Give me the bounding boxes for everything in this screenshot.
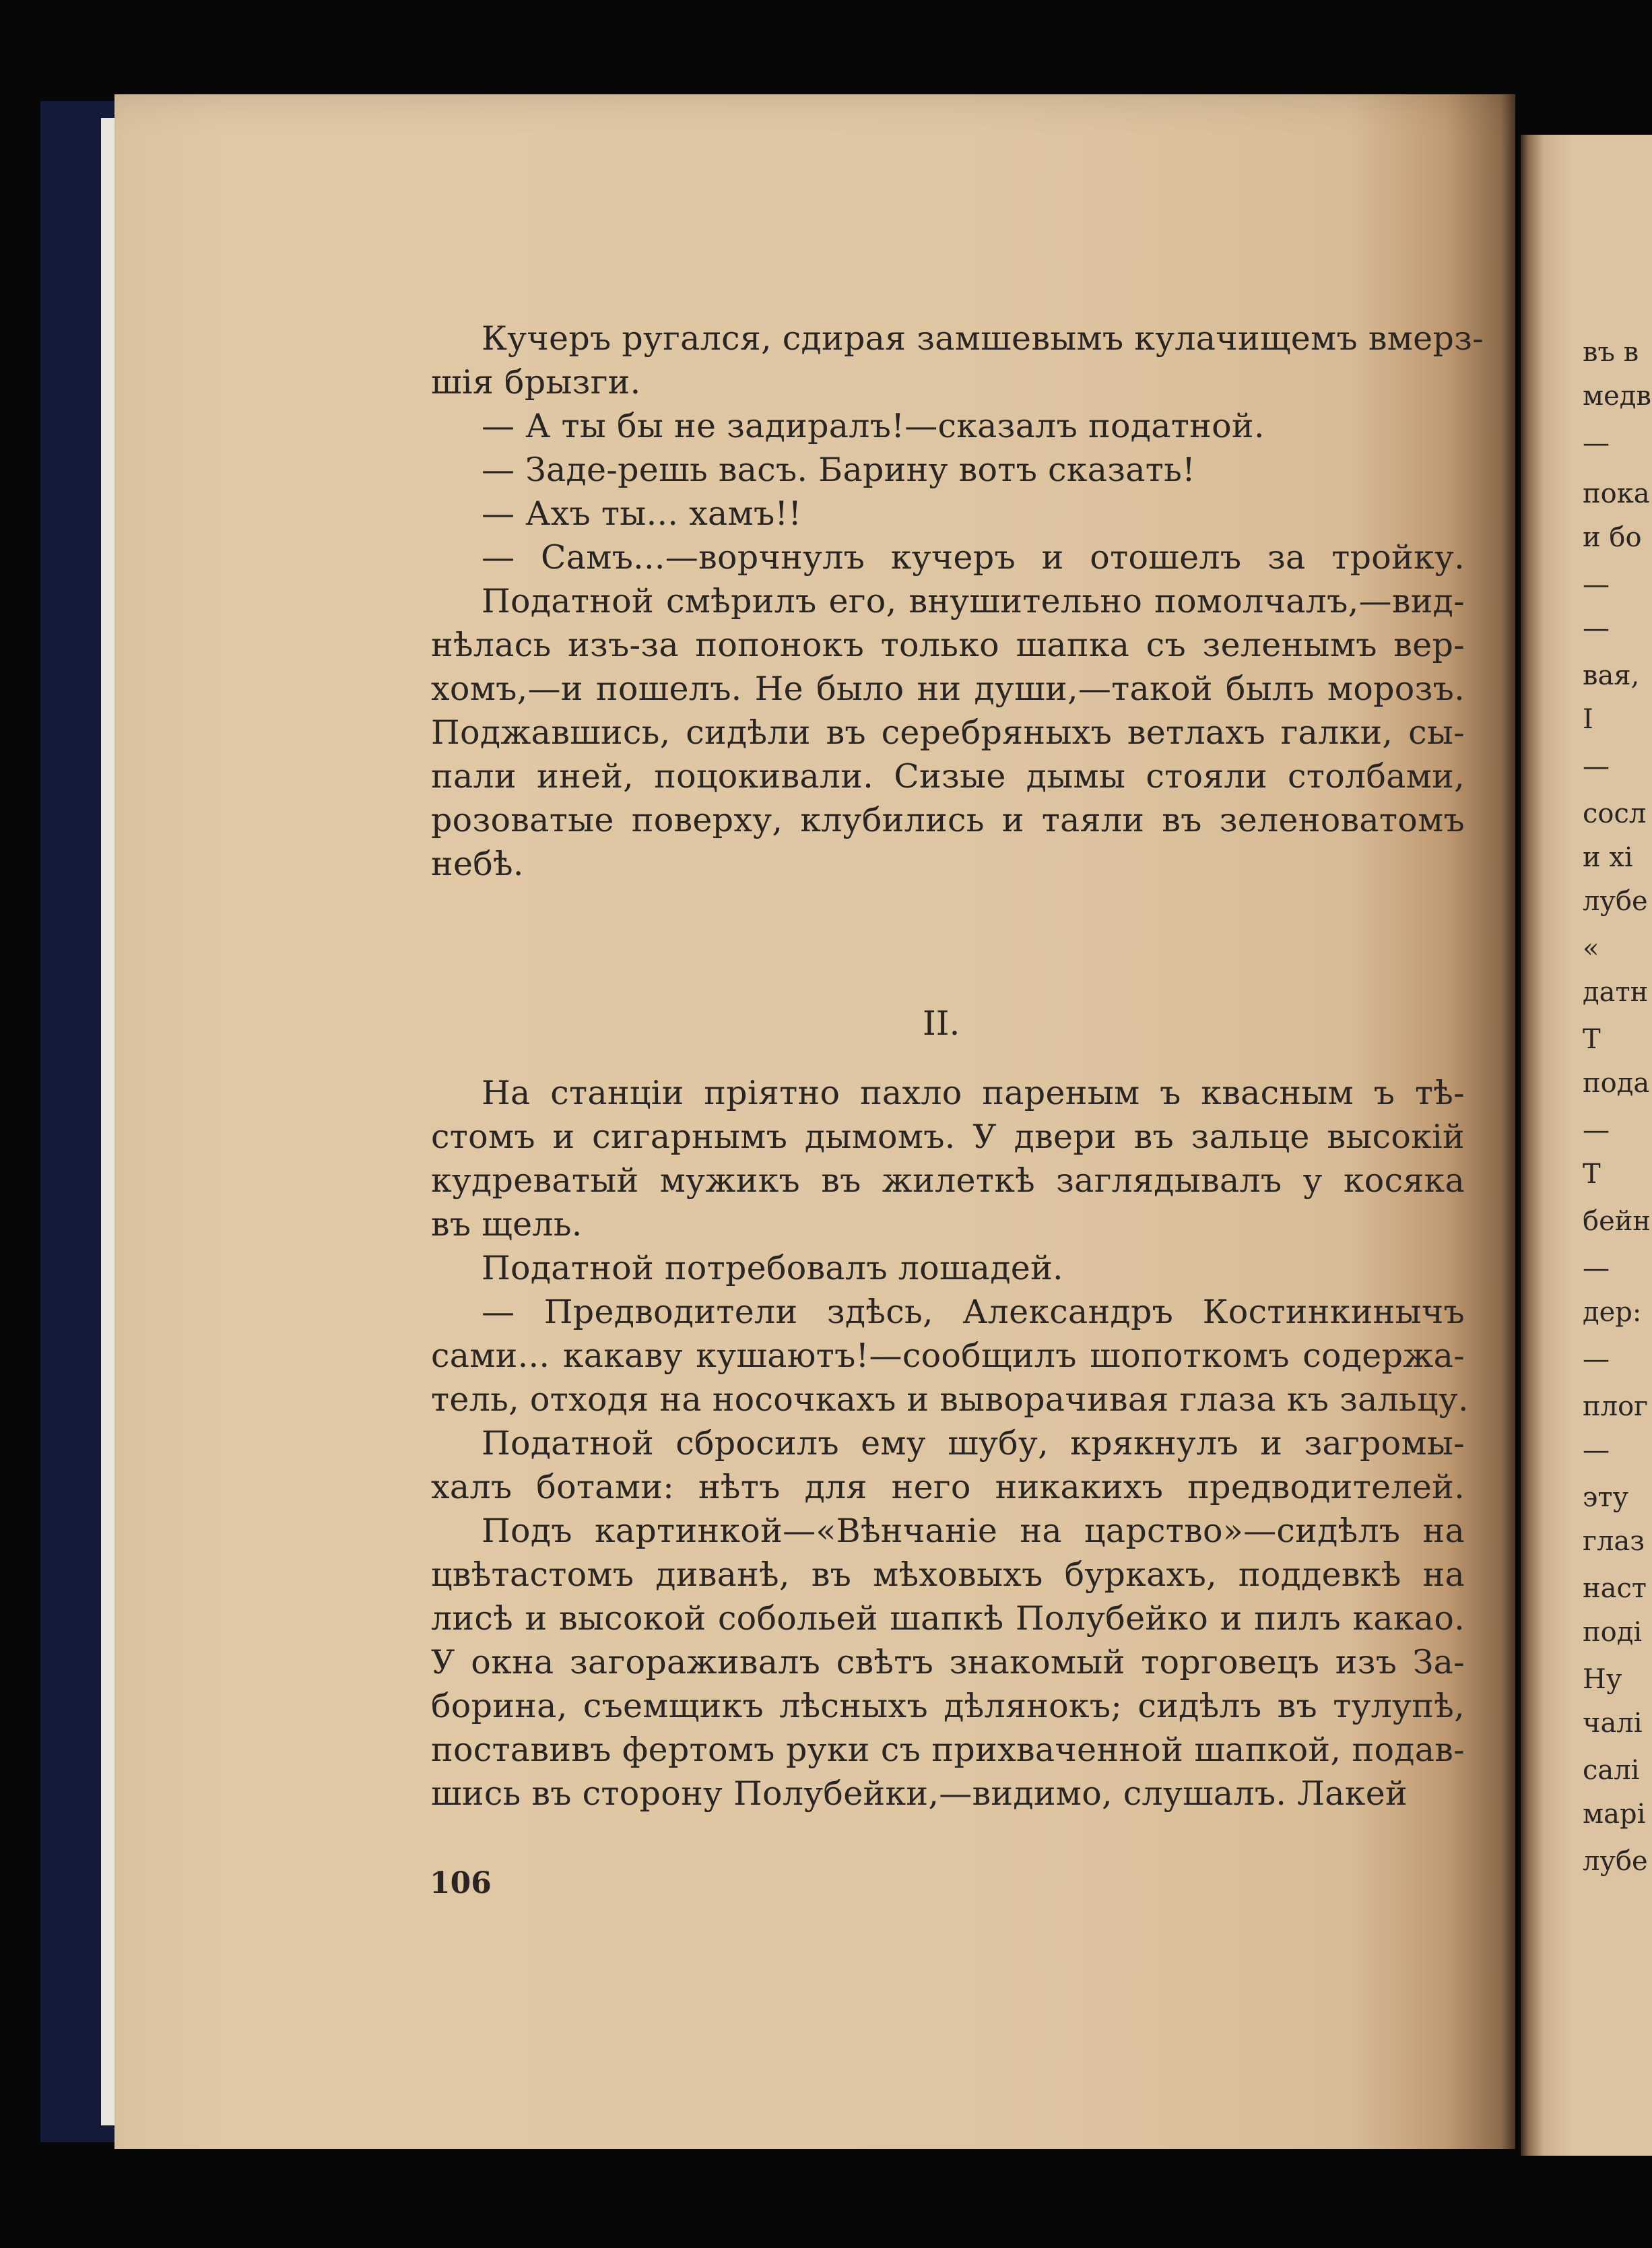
page-number: 106 bbox=[430, 1866, 492, 1900]
text-line: Податной потребовалъ лошадей. bbox=[482, 1249, 1063, 1287]
right-page-fragment: — bbox=[1583, 1344, 1610, 1375]
right-page-fragment: — bbox=[1583, 1435, 1610, 1466]
right-page-fragment: I bbox=[1583, 704, 1593, 735]
right-page-fragment: — bbox=[1583, 1115, 1610, 1146]
text-line: — Предводители здѣсь, Александръ Костинкинычъ bbox=[482, 1293, 1465, 1331]
right-page-fragment: Ну bbox=[1583, 1664, 1622, 1695]
section-heading: II. bbox=[923, 1004, 960, 1043]
text-line: Податной смѣрилъ его, внушительно помолчалъ,—вид- bbox=[482, 582, 1465, 620]
right-page-fragment: датн bbox=[1583, 977, 1649, 1008]
right-page-fragment: плог bbox=[1583, 1391, 1649, 1422]
text-line: — Заде-решь васъ. Барину вотъ сказать! bbox=[482, 451, 1196, 489]
right-page-fragment: салі bbox=[1583, 1755, 1640, 1786]
text-line: розоватые поверху, клубились и таяли въ зеленоватомъ bbox=[431, 801, 1465, 839]
right-page-fragment: « bbox=[1583, 933, 1599, 964]
text-line: халъ ботами: нѣтъ для него никакихъ предводителей. bbox=[431, 1468, 1465, 1506]
right-page-fragment: — bbox=[1583, 428, 1610, 459]
text-line: тель, отходя на носочкахъ и выворачивая глаза къ зальцу. bbox=[431, 1380, 1469, 1419]
text-line: У окна загораживалъ свѣтъ знакомый торговецъ изъ За- bbox=[431, 1643, 1465, 1681]
right-page-fragment: поді bbox=[1583, 1617, 1643, 1648]
text-line: цвѣтастомъ диванѣ, въ мѣховыхъ буркахъ, поддевкѣ на bbox=[431, 1555, 1465, 1594]
right-page-fragment: пода bbox=[1583, 1068, 1650, 1099]
right-page-fragment: дер: bbox=[1583, 1297, 1642, 1328]
right-page-fragment: лубе bbox=[1583, 1846, 1648, 1877]
right-page-fragment: — bbox=[1583, 1253, 1610, 1284]
text-line: сами... какаву кушаютъ!—сообщилъ шопоткомъ содержа- bbox=[431, 1337, 1465, 1375]
right-page-fragment: пока bbox=[1583, 478, 1650, 509]
text-line: — А ты бы не задиралъ!—сказалъ податной. bbox=[482, 407, 1265, 445]
text-line: хомъ,—и пошелъ. Не было ни души,—такой былъ морозъ. bbox=[431, 670, 1465, 708]
text-line: кудреватый мужикъ въ жилеткѣ заглядывалъ у косяка bbox=[431, 1161, 1465, 1200]
text-line: поставивъ фертомъ руки съ прихваченной шапкой, подав- bbox=[431, 1731, 1465, 1769]
right-page-fragment: — bbox=[1583, 613, 1610, 644]
text-line: пали иней, поцокивали. Сизые дымы стояли столбами, bbox=[431, 757, 1465, 796]
right-page-fragment: и хі bbox=[1583, 842, 1633, 873]
right-page-fragment: наст bbox=[1583, 1573, 1647, 1604]
text-line: Податной сбросилъ ему шубу, крякнулъ и загромы- bbox=[482, 1424, 1465, 1463]
left-page bbox=[114, 94, 1515, 2149]
right-page-fragment: и бо bbox=[1583, 522, 1642, 553]
text-line: — Самъ...—ворчнулъ кучеръ и отошелъ за тройку. bbox=[482, 538, 1465, 577]
text-line: лисѣ и высокой собольей шапкѣ Полубейко и пилъ какао. bbox=[431, 1599, 1465, 1638]
right-page-fragment: бейн bbox=[1583, 1206, 1651, 1237]
text-block-1 bbox=[431, 317, 1484, 886]
text-line: стомъ и сигарнымъ дымомъ. У двери въ зальце высокій bbox=[431, 1118, 1465, 1156]
text-line: шись въ сторону Полубейки,—видимо, слушалъ. Лакей bbox=[431, 1774, 1408, 1813]
right-page bbox=[1521, 135, 1652, 2156]
right-page-fragment: Т bbox=[1583, 1159, 1601, 1190]
right-page-fragment: эту bbox=[1583, 1482, 1629, 1513]
right-page-fragment: — bbox=[1583, 751, 1610, 782]
right-page-fragment: глаз bbox=[1583, 1526, 1645, 1557]
text-line: шія брызги. bbox=[431, 363, 641, 402]
text-line: Поджавшись, сидѣли въ серебряныхъ ветлахъ галки, сы- bbox=[431, 713, 1465, 752]
text-line: борина, съемщикъ лѣсныхъ дѣлянокъ; сидѣлъ въ тулупѣ, bbox=[431, 1687, 1465, 1725]
text-line: — Ахъ ты... хамъ!! bbox=[482, 494, 802, 533]
right-page-fragment: сосл bbox=[1583, 798, 1647, 829]
right-page-fragment: — bbox=[1583, 569, 1610, 600]
right-page-fragment: марі bbox=[1583, 1799, 1646, 1830]
right-page-fragment: вая, bbox=[1583, 660, 1640, 691]
right-page-fragment: чалі bbox=[1583, 1708, 1643, 1739]
text-line: Кучеръ ругался, сдирая замшевымъ кулачищемъ вмерз- bbox=[482, 319, 1484, 358]
text-line: нѣлась изъ-за попонокъ только шапка съ зеленымъ вер- bbox=[431, 626, 1465, 664]
right-page-fragment: Т bbox=[1583, 1024, 1601, 1055]
right-page-fragment: лубе bbox=[1583, 886, 1648, 917]
text-line: Подъ картинкой—«Вѣнчаніе на царство»—сидѣлъ на bbox=[482, 1512, 1465, 1550]
right-page-fragment: въ в bbox=[1583, 337, 1639, 368]
text-line: въ щель. bbox=[431, 1205, 583, 1244]
text-line: небѣ. bbox=[431, 845, 524, 883]
text-block-2 bbox=[431, 1071, 1469, 1816]
text-line: На станціи пріятно пахло пареным ъ квасным ъ тѣ- bbox=[482, 1074, 1465, 1112]
right-page-fragment: медв bbox=[1583, 381, 1651, 412]
